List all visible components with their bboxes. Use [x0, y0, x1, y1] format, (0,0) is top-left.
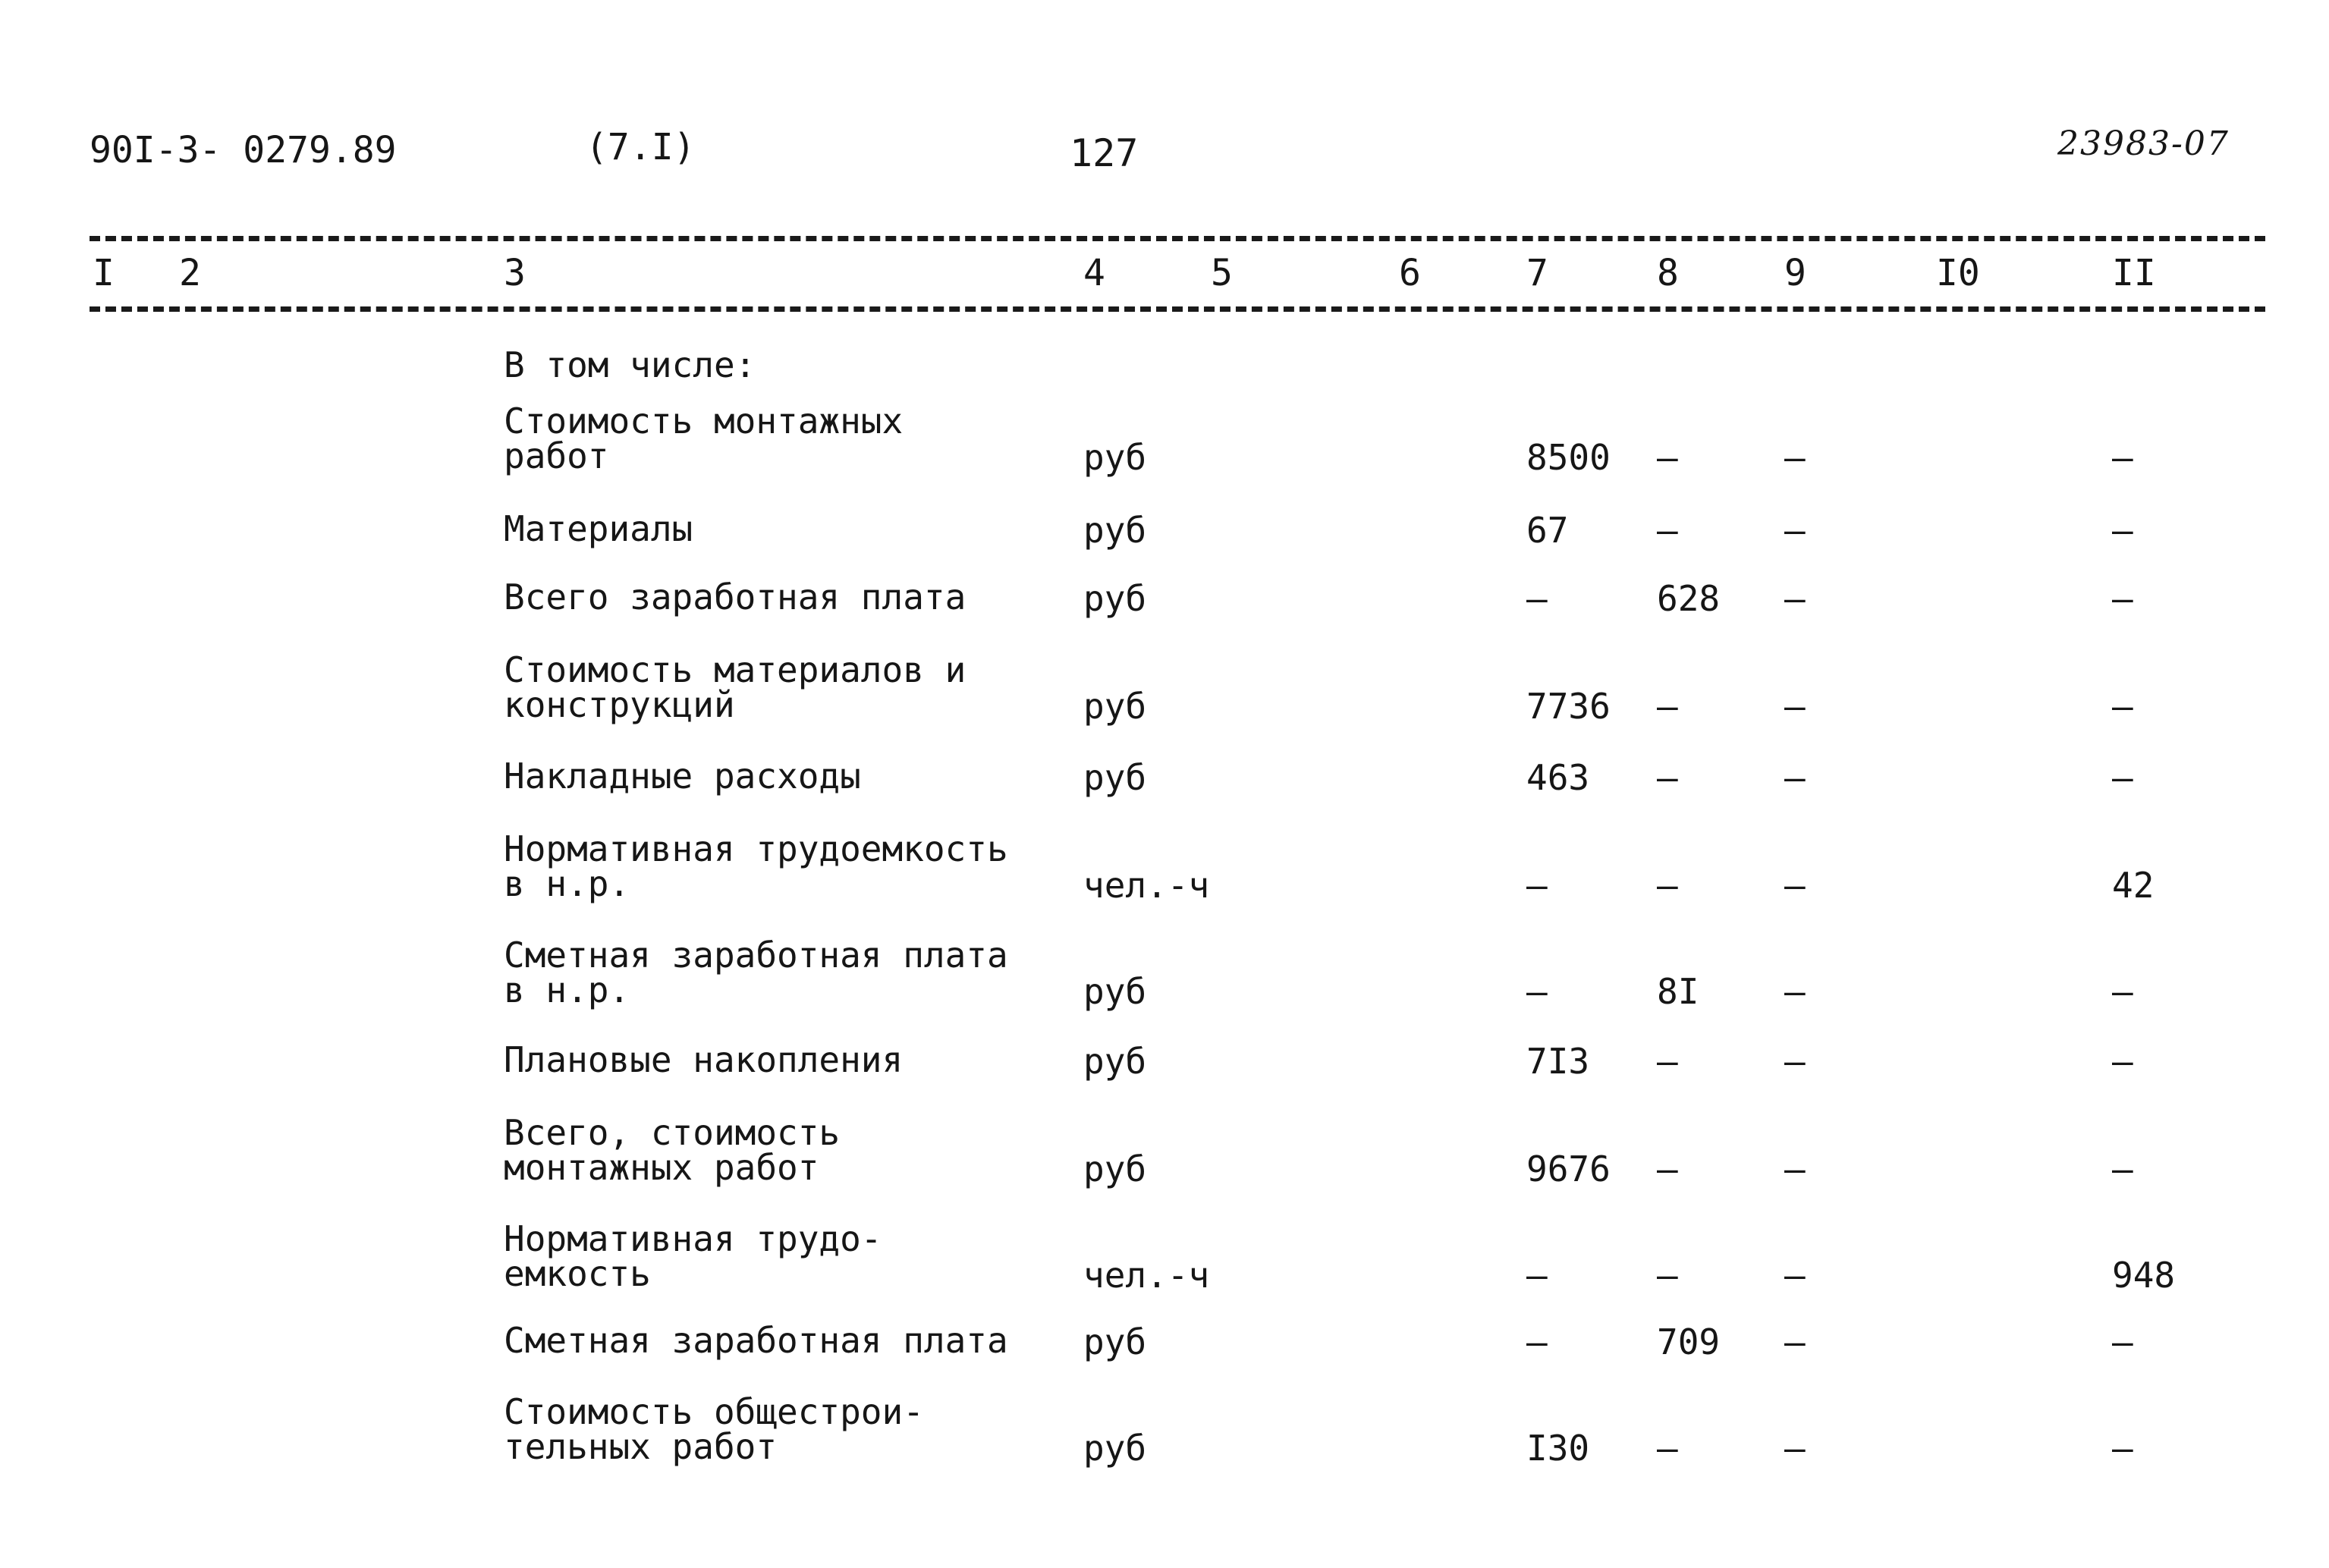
column-number: 4: [1083, 252, 1105, 294]
table-row: [0, 932, 2329, 1012]
row-name: Стоимость монтажных работ: [504, 401, 904, 476]
row-value-col8: –: [1657, 1041, 1678, 1082]
row-name: Стоимость материалов и конструкций: [504, 649, 966, 725]
table-header-bottom-rule: [90, 306, 2265, 312]
row-value-col11: –: [2112, 578, 2133, 619]
row-value-col11: 948: [2112, 1255, 2176, 1296]
section-number: (7.I): [586, 126, 696, 168]
row-value-col8: –: [1657, 865, 1678, 906]
row-value-col7: –: [1526, 1321, 1548, 1362]
row-value-col7: –: [1526, 865, 1548, 906]
row-name: Сметная заработная плата в н.р.: [504, 935, 1008, 1010]
row-value-col7: 9676: [1526, 1149, 1611, 1189]
table-row: [0, 1035, 2329, 1082]
column-number: 2: [179, 252, 201, 294]
row-name: Плановые накопления: [504, 1039, 904, 1080]
row-value-col8: –: [1657, 510, 1678, 551]
row-value-col7: –: [1526, 1255, 1548, 1296]
row-name: Накладные расходы: [504, 756, 861, 797]
row-value-col8: 8I: [1657, 971, 1699, 1012]
table-row: [0, 1388, 2329, 1469]
row-value-col9: –: [1784, 1149, 1806, 1189]
row-unit: руб: [1083, 578, 1147, 619]
row-value-col7: 463: [1526, 757, 1590, 798]
row-value-col11: –: [2112, 1149, 2133, 1189]
table-row: [0, 751, 2329, 798]
row-value-col7: I30: [1526, 1428, 1590, 1469]
row-value-col11: –: [2112, 971, 2133, 1012]
row-value-col11: –: [2112, 437, 2133, 478]
row-value-col8: 628: [1657, 578, 1721, 619]
row-value-col7: –: [1526, 578, 1548, 619]
row-unit: руб: [1083, 1321, 1147, 1362]
row-value-col7: 67: [1526, 510, 1569, 551]
column-number: II: [2112, 252, 2156, 294]
page-number: 127: [1070, 131, 1139, 175]
inventory-number: 23983-07: [2057, 124, 2230, 163]
intro-text: В том числе:: [504, 344, 756, 385]
row-name: Нормативная трудо- емкость: [504, 1218, 882, 1294]
row-unit: руб: [1083, 510, 1147, 551]
column-number: I0: [1936, 252, 1980, 294]
row-value-col11: –: [2112, 686, 2133, 727]
row-value-col9: –: [1784, 1255, 1806, 1296]
column-number: 7: [1526, 252, 1548, 294]
row-value-col9: –: [1784, 686, 1806, 727]
row-value-col9: –: [1784, 578, 1806, 619]
row-value-col8: –: [1657, 757, 1678, 798]
row-value-col11: –: [2112, 1428, 2133, 1469]
column-number: 3: [504, 252, 526, 294]
table-row: [0, 1109, 2329, 1189]
row-value-col9: –: [1784, 1041, 1806, 1082]
row-unit: руб: [1083, 971, 1147, 1012]
row-value-col8: –: [1657, 686, 1678, 727]
row-value-col11: –: [2112, 1041, 2133, 1082]
row-value-col9: –: [1784, 971, 1806, 1012]
row-name: Материалы: [504, 508, 693, 549]
table-row: [0, 1315, 2329, 1362]
row-unit: чел.-ч: [1083, 865, 1210, 906]
row-unit: руб: [1083, 1041, 1147, 1082]
row-value-col9: –: [1784, 437, 1806, 478]
row-value-col9: –: [1784, 1321, 1806, 1362]
column-number: 6: [1399, 252, 1421, 294]
column-number: I: [93, 252, 115, 294]
row-value-col8: –: [1657, 1255, 1678, 1296]
row-value-col7: 7I3: [1526, 1041, 1590, 1082]
table-row: [0, 1215, 2329, 1296]
row-value-col7: 8500: [1526, 437, 1611, 478]
row-value-col9: –: [1784, 757, 1806, 798]
row-name: Стоимость общестрои- тельных работ: [504, 1391, 924, 1467]
document-code: 90I-3- 0279.89: [90, 129, 397, 171]
table-row: [0, 572, 2329, 619]
row-unit: чел.-ч: [1083, 1255, 1210, 1296]
row-name: Нормативная трудоемкость в н.р.: [504, 828, 1008, 904]
table-row: [0, 397, 2329, 478]
row-name: Всего, стоимость монтажных работ: [504, 1112, 841, 1188]
row-name: Сметная заработная плата: [504, 1320, 1008, 1361]
row-value-col8: 709: [1657, 1321, 1721, 1362]
row-value-col9: –: [1784, 865, 1806, 906]
row-value-col11: –: [2112, 1321, 2133, 1362]
row-value-col7: –: [1526, 971, 1548, 1012]
row-value-col11: –: [2112, 757, 2133, 798]
table-row: [0, 646, 2329, 727]
row-value-col8: –: [1657, 1149, 1678, 1189]
row-unit: руб: [1083, 437, 1147, 478]
row-value-col9: –: [1784, 510, 1806, 551]
row-unit: руб: [1083, 1428, 1147, 1469]
row-value-col11: 42: [2112, 865, 2155, 906]
row-value-col9: –: [1784, 1428, 1806, 1469]
row-unit: руб: [1083, 1149, 1147, 1189]
column-number: 9: [1784, 252, 1806, 294]
column-number: 8: [1657, 252, 1679, 294]
row-value-col11: –: [2112, 510, 2133, 551]
row-value-col8: –: [1657, 437, 1678, 478]
table-header-top-rule: [90, 236, 2265, 241]
column-number: 5: [1211, 252, 1233, 294]
row-value-col7: 7736: [1526, 686, 1611, 727]
table-row: [0, 825, 2329, 906]
row-value-col8: –: [1657, 1428, 1678, 1469]
row-name: Всего заработная плата: [504, 577, 966, 617]
row-unit: руб: [1083, 686, 1147, 727]
row-unit: руб: [1083, 757, 1147, 798]
table-row: [0, 504, 2329, 551]
